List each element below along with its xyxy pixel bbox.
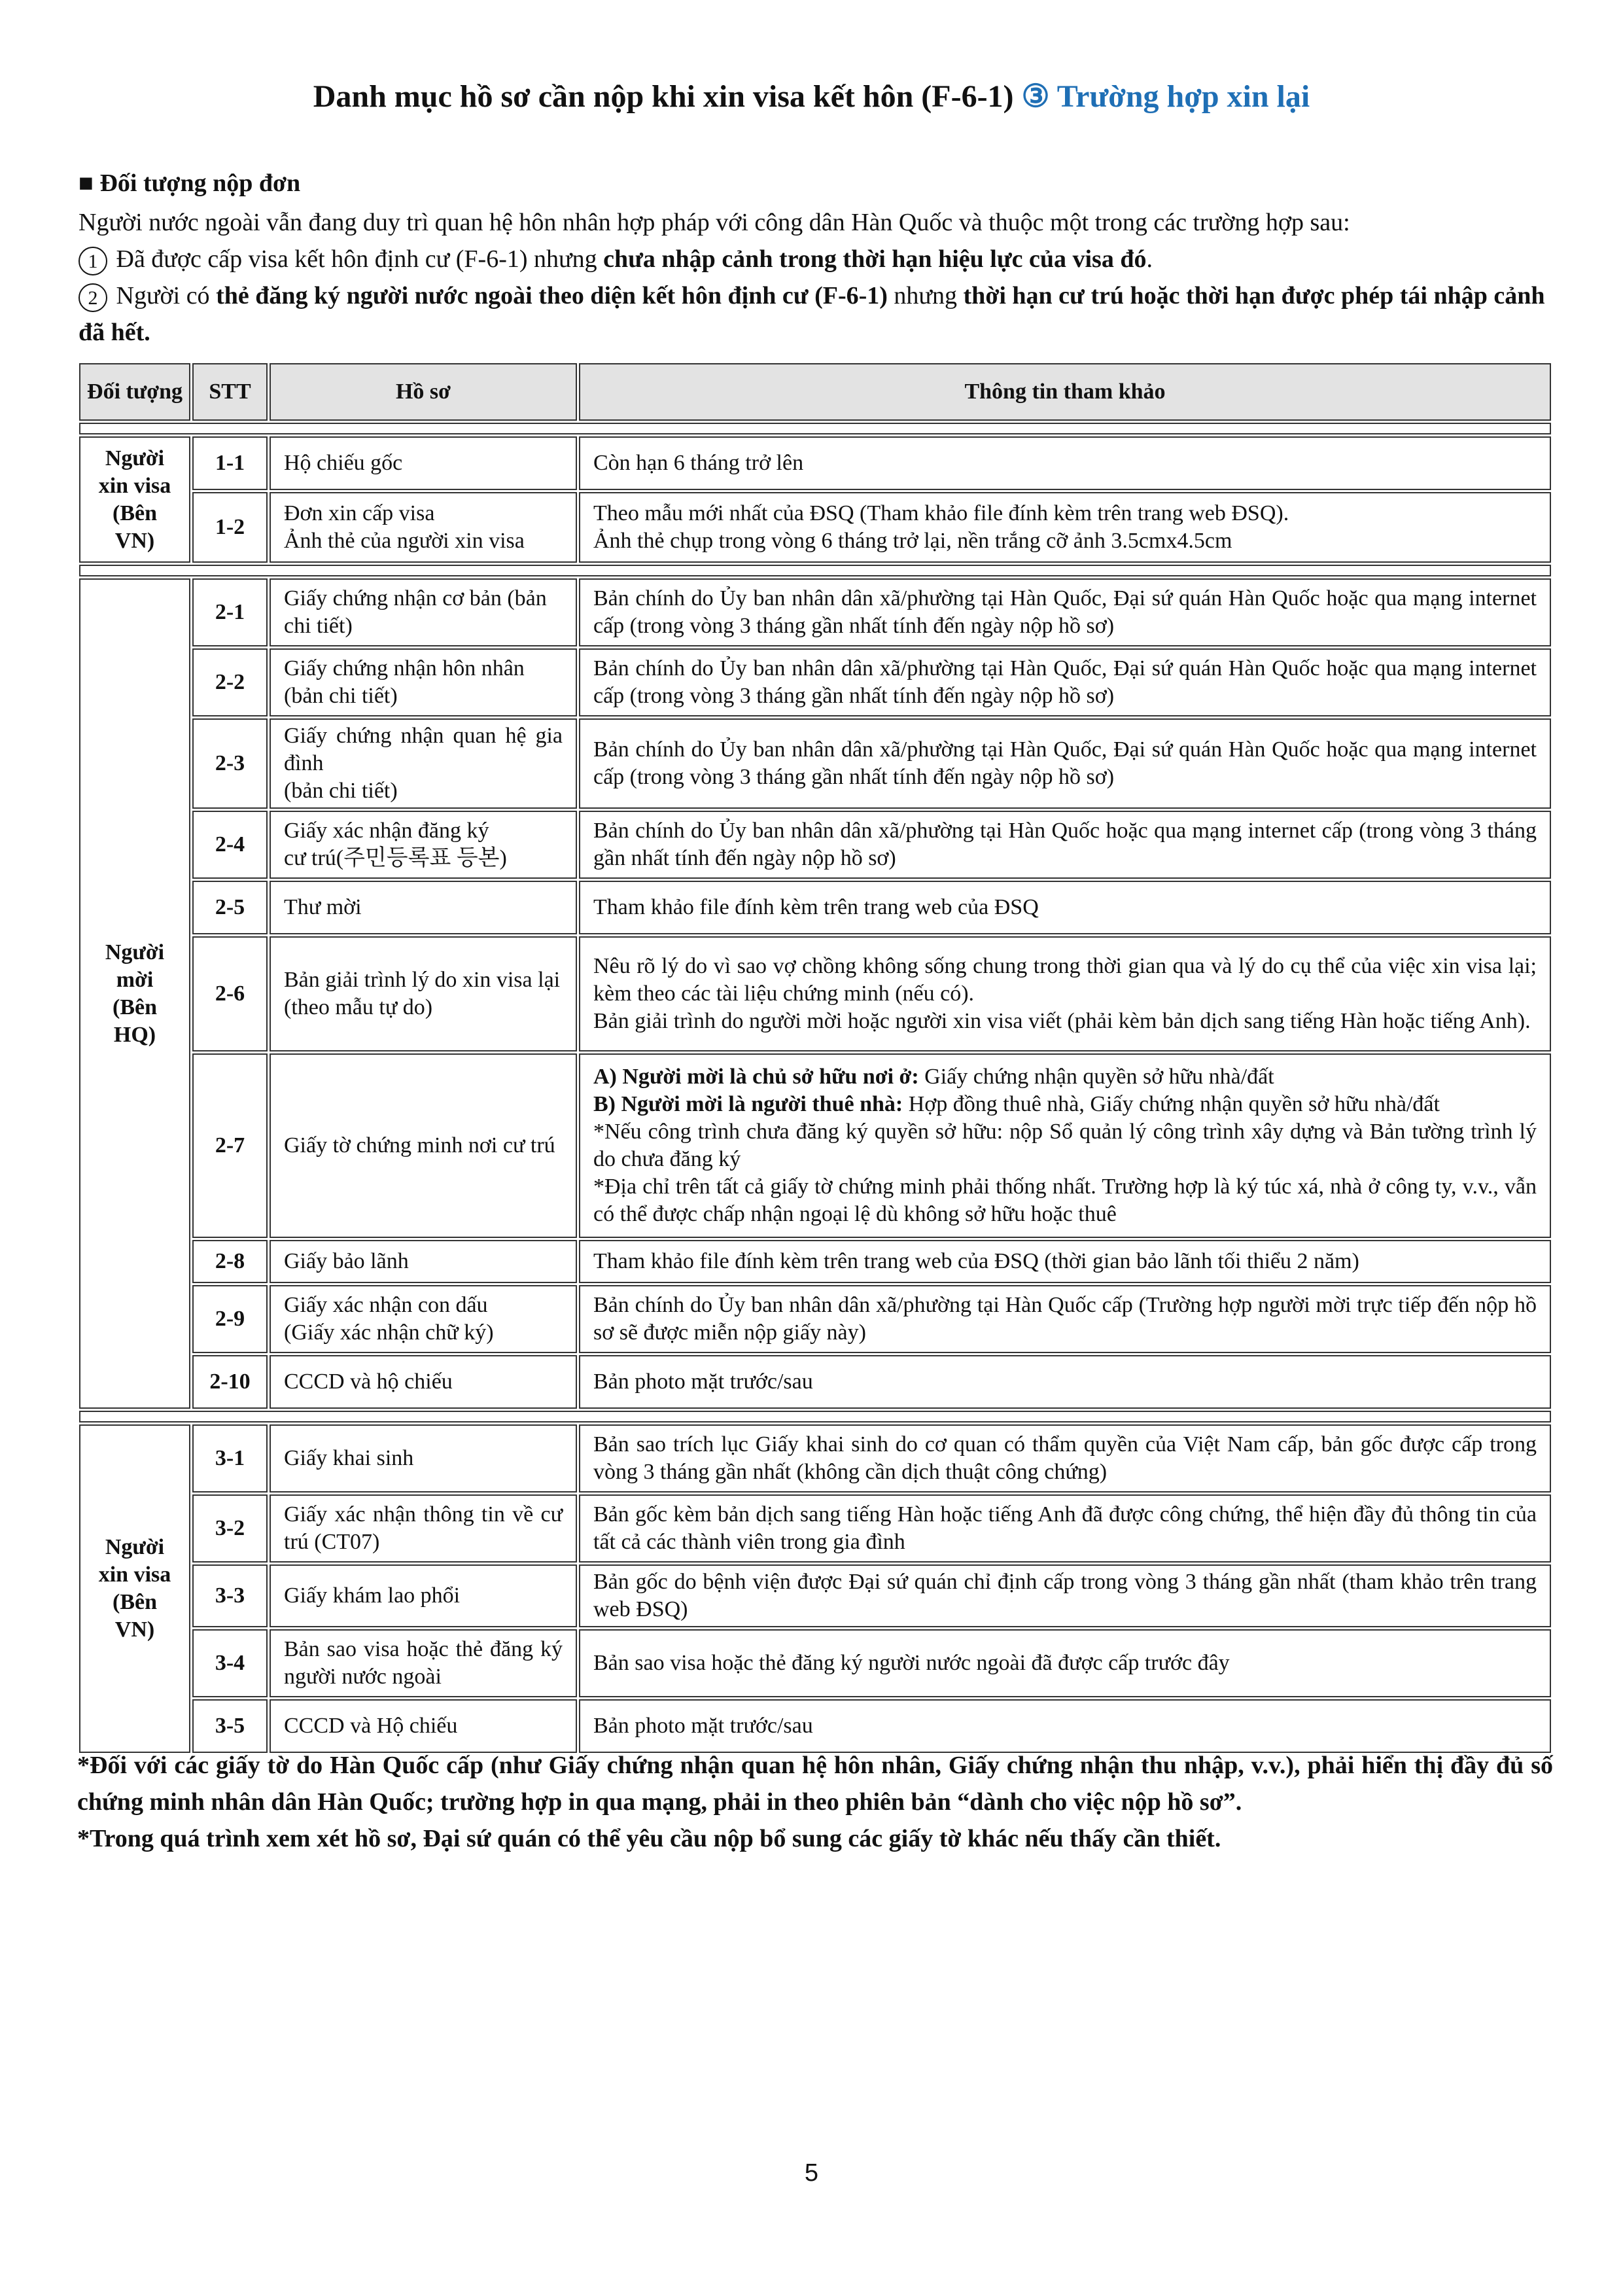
row-info: Bản photo mặt trước/sau [579, 1355, 1551, 1409]
row-number: 2-3 [192, 718, 268, 809]
page-title [0, 77, 1623, 116]
table-row [79, 1564, 1551, 1627]
case-2-bold-1: thẻ đăng ký người nước ngoài theo diện kết hôn định cư (F-6-1) [216, 282, 888, 309]
header-info: Thông tin tham khảo [579, 363, 1551, 421]
row-number: 2-8 [192, 1240, 268, 1283]
row-document: CCCD và Hộ chiếu [270, 1699, 577, 1753]
row-number: 2-9 [192, 1285, 268, 1353]
case-2-mid: nhưng [887, 282, 964, 309]
table-row [79, 1355, 1551, 1409]
title-sub: Trường hợp xin lại [1056, 79, 1310, 114]
table-row [79, 1629, 1551, 1697]
row-document: Giấy khám lao phổi [270, 1564, 577, 1627]
row-number: 2-6 [192, 936, 268, 1051]
row-info: Bản chính do Ủy ban nhân dân xã/phường tại Hàn Quốc cấp (Trường hợp người mời trực tiếp đến nộp hồ sơ sẽ được miễn nộp giấy này) [579, 1285, 1551, 1353]
row-number: 2-7 [192, 1053, 268, 1238]
table-row [79, 1699, 1551, 1753]
row-document: Giấy chứng nhận quan hệ gia đình (bản chi tiết) [270, 718, 577, 809]
circle-number-2: 2 [79, 283, 107, 312]
table-row [79, 436, 1551, 490]
table-row [79, 1494, 1551, 1563]
row-document: Giấy xác nhận đăng ký cư trú(주민등록표 등본) [270, 811, 577, 879]
group-label-applicant: Người xin visa (Bên VN) [79, 436, 190, 563]
footnotes [77, 1747, 1553, 1857]
row-info: Bản chính do Ủy ban nhân dân xã/phường tại Hàn Quốc, Đại sứ quán Hàn Quốc hoặc qua mạng internet cấp (trong vòng 3 tháng gần nhất tính đến ngày nộp hồ sơ) [579, 578, 1551, 646]
table-row [79, 718, 1551, 809]
row-number: 2-10 [192, 1355, 268, 1409]
row-number: 3-1 [192, 1424, 268, 1492]
case-2 [79, 277, 1550, 351]
row-number: 1-1 [192, 436, 268, 490]
table-row [79, 1240, 1551, 1283]
row-document: Giấy tờ chứng minh nơi cư trú [270, 1053, 577, 1238]
row-document: Giấy xác nhận con dấu (Giấy xác nhận chữ ký) [270, 1285, 577, 1353]
case-2-text: Người có [116, 282, 217, 309]
row-info: Bản chính do Ủy ban nhân dân xã/phường tại Hàn Quốc, Đại sứ quán Hàn Quốc hoặc qua mạng internet cấp (trong vòng 3 tháng gần nhất tính đến ngày nộp hồ sơ) [579, 648, 1551, 716]
row-info: Còn hạn 6 tháng trở lên [579, 436, 1551, 490]
header-group: Đối tượng [79, 363, 190, 421]
row-document: Giấy khai sinh [270, 1424, 577, 1492]
row-document: Giấy bảo lãnh [270, 1240, 577, 1283]
documents-table [77, 361, 1553, 1755]
section-heading: ■ Đối tượng nộp đơn [79, 169, 301, 197]
header-no: STT [192, 363, 268, 421]
row-info: Theo mẫu mới nhất của ĐSQ (Tham khảo file đính kèm trên trang web ĐSQ). Ảnh thẻ chụp trong vòng 6 tháng trở lại, nền trắng cỡ ảnh 3.5cmx4.5cm [579, 492, 1551, 563]
row-number: 1-2 [192, 492, 268, 563]
case-1-end: . [1146, 245, 1153, 273]
footnote-2: *Trong quá trình xem xét hồ sơ, Đại sứ quán có thể yêu cầu nộp bổ sung các giấy tờ khác nếu thấy cần thiết. [77, 1825, 1221, 1852]
header-doc: Hồ sơ [270, 363, 577, 421]
circle-number-1: 1 [79, 247, 107, 275]
row-document: Giấy chứng nhận cơ bản (bản chi tiết) [270, 578, 577, 646]
page-number: 5 [804, 2159, 819, 2187]
row-number: 3-5 [192, 1699, 268, 1753]
row-info: Tham khảo file đính kèm trên trang web của ĐSQ [579, 881, 1551, 934]
table-row [79, 492, 1551, 563]
row-document: Thư mời [270, 881, 577, 934]
case-1 [79, 241, 1550, 277]
row-info: Bản chính do Ủy ban nhân dân xã/phường tại Hàn Quốc hoặc qua mạng internet cấp (trong vòng 3 tháng gần nhất tính đến ngày nộp hồ sơ) [579, 811, 1551, 879]
case-1-bold: chưa nhập cảnh trong thời hạn hiệu lực của visa đó [603, 245, 1147, 273]
row-number: 2-5 [192, 881, 268, 934]
row-info: Nêu rõ lý do vì sao vợ chồng không sống chung trong thời gian qua và lý do cụ thể của việc xin visa lại; kèm theo các tài liệu chứng minh (nếu có). Bản giải trình do người mời hoặc người xin visa viết (phải kèm bản dịch sang tiếng Hàn hoặc tiếng Anh). [579, 936, 1551, 1051]
row-info: Tham khảo file đính kèm trên trang web của ĐSQ (thời gian bảo lãnh tối thiểu 2 năm) [579, 1240, 1551, 1283]
row-number: 2-4 [192, 811, 268, 879]
table-row [79, 1424, 1551, 1492]
row-info: Bản gốc do bệnh viện được Đại sứ quán chỉ định cấp trong vòng 3 tháng gần nhất (tham khảo trên trang web ĐSQ) [579, 1564, 1551, 1627]
table-row [79, 1285, 1551, 1353]
table-row [79, 1053, 1551, 1238]
row-info: A) Người mời là chủ sở hữu nơi ở: Giấy chứng nhận quyền sở hữu nhà/đất B) Người mời là người thuê nhà: Hợp đồng thuê nhà, Giấy chứng nhận quyền sở hữu nhà/đất *Nếu công trình chưa đăng ký quyền sở hữu: nộp Sổ quản lý công trình xây dựng và Bản tường trình lý do chưa đăng ký *Địa chỉ trên tất cả giấy tờ chứng minh phải thống nhất. Trường hợp là ký túc xá, nhà ở công ty, v.v., vẫn có thể được chấp nhận ngoại lệ dù không sở hữu hoặc thuê [579, 1053, 1551, 1238]
row-document: CCCD và hộ chiếu [270, 1355, 577, 1409]
table-header-row [79, 363, 1551, 421]
row-document: Giấy chứng nhận hôn nhân (bản chi tiết) [270, 648, 577, 716]
row-info: Bản sao visa hoặc thẻ đăng ký người nước ngoài đã được cấp trước đây [579, 1629, 1551, 1697]
table-row [79, 881, 1551, 934]
table-row [79, 648, 1551, 716]
row-info: Bản photo mặt trước/sau [579, 1699, 1551, 1753]
case-2-bold-2: thời hạn cư trú hoặc thời hạn được phép tái nhập cảnh đã hết. [79, 282, 1545, 346]
title-main: Danh mục hồ sơ cần nộp khi xin visa kết hôn (F-6-1) [313, 79, 1014, 114]
group-label-applicant-2: Người xin visa (Bên VN) [79, 1424, 190, 1753]
row-number: 3-2 [192, 1494, 268, 1563]
table-row [79, 936, 1551, 1051]
row-info: Bản gốc kèm bản dịch sang tiếng Hàn hoặc tiếng Anh đã được công chứng, thể hiện đầy đủ thông tin của tất cả các thành viên trong gia đình [579, 1494, 1551, 1563]
table-row [79, 811, 1551, 879]
case-1-text: Đã được cấp visa kết hôn định cư (F-6-1) nhưng [116, 245, 604, 273]
row-number: 2-1 [192, 578, 268, 646]
footnote-1: *Đối với các giấy tờ do Hàn Quốc cấp (như Giấy chứng nhận quan hệ hôn nhân, Giấy chứng nhận thu nhập, v.v.), phải hiển thị đầy đủ số chứng minh nhân dân Hàn Quốc; trường hợp in qua mạng, phải in theo phiên bản “dành cho việc nộp hồ sơ”. [77, 1752, 1553, 1816]
row-document: Hộ chiếu gốc [270, 436, 577, 490]
row-document: Bản giải trình lý do xin visa lại (theo mẫu tự do) [270, 936, 577, 1051]
row-document: Đơn xin cấp visa Ảnh thẻ của người xin visa [270, 492, 577, 563]
row-document: Giấy xác nhận thông tin về cư trú (CT07) [270, 1494, 577, 1563]
title-badge: ③ [1021, 79, 1050, 114]
intro-section [79, 165, 1550, 351]
intro-lead: Người nước ngoài vẫn đang duy trì quan hệ hôn nhân hợp pháp với công dân Hàn Quốc và thuộc một trong các trường hợp sau: [79, 209, 1350, 236]
row-number: 3-3 [192, 1564, 268, 1627]
row-info: Bản chính do Ủy ban nhân dân xã/phường tại Hàn Quốc, Đại sứ quán Hàn Quốc hoặc qua mạng internet cấp (trong vòng 3 tháng gần nhất tính đến ngày nộp hồ sơ) [579, 718, 1551, 809]
table-row [79, 578, 1551, 646]
row-document: Bản sao visa hoặc thẻ đăng ký người nước ngoài [270, 1629, 577, 1697]
row-number: 3-4 [192, 1629, 268, 1697]
group-label-inviter: Người mời (Bên HQ) [79, 578, 190, 1409]
row-info: Bản sao trích lục Giấy khai sinh do cơ quan có thẩm quyền của Việt Nam cấp, bản gốc được cấp trong vòng 3 tháng gần nhất (không cần dịch thuật công chứng) [579, 1424, 1551, 1492]
row-number: 2-2 [192, 648, 268, 716]
